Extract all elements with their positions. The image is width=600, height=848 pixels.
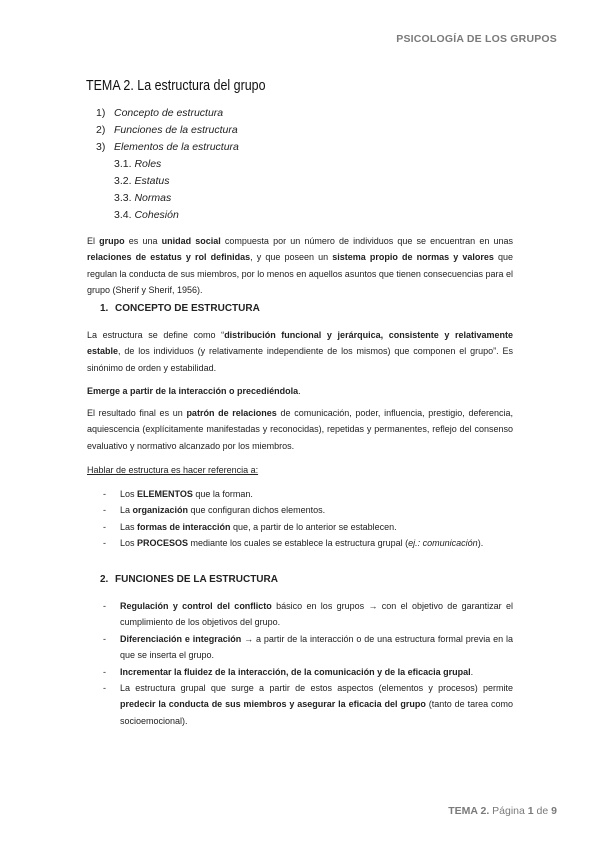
list-item: - Diferenciación e integración → a partir de la interacción o de una estructura formal previa en la que se inserta el grupo. [103,633,513,661]
functions-list [103,598,513,729]
emerge-paragraph: Emerge a partir de la interacción o precediéndola. [87,386,301,396]
toc-item: 2) Funciones de la estructura [96,124,238,136]
running-header: PSICOLOGÍA DE LOS GRUPOS [396,33,557,45]
section-heading: 2. FUNCIONES DE LA ESTRUCTURA [100,574,278,585]
reference-heading: Hablar de estructura es hacer referencia a: [87,465,259,475]
toc-subitem: 3.3. Normas [114,192,172,204]
definition-paragraph: La estructura se define como “distribución funcional y jerárquica, consistente y relativamente estable, de los individuos (y relativamente independiente de los mismos) que componen el grupo”. Es sinónimo de orden y estabilidad. [87,330,513,373]
list-item: - Las formas de interacción que, a partir de lo anterior se establecen. [103,521,397,532]
page-footer: TEMA 2. Página 1 de 9 [448,805,557,817]
list-item: - La estructura grupal que surge a partir de estos aspectos (elementos y procesos) permite predecir la conducta de sus miembros y asegurar la eficacia del grupo (tanto de tarea como socioemocional). [103,683,513,726]
result-paragraph: El resultado final es un patrón de relaciones de comunicación, poder, influencia, prestigio, deferencia, aquiescencia (explícitamente manifestadas y reconocidas), repetidas y permanentes, reflejo del consenso evaluativo y normativo alcanzado por los miembros. [87,408,514,451]
toc-subitem: 3.1. Roles [114,158,162,170]
list-item: - Los ELEMENTOS que la forman. [103,489,253,499]
list-item: - Regulación y control del conflicto básico en los grupos → con el objetivo de garantizar el cumplimiento de los objetivos del grupo. [103,601,513,628]
list-item: - Incrementar la fluidez de la interacción, de la comunicación y de la eficacia grupal. [103,666,474,677]
list-item: - La organización que configuran dichos elementos. [103,505,326,516]
toc-subitem: 3.2. Estatus [114,175,170,187]
elements-list [103,486,513,552]
intro-paragraph: El grupo es una unidad social compuesta por un número de individuos que se encuentran en unas relaciones de estatus y rol definidas, y que poseen un sistema propio de normas y valores que regulan la conducta de sus miembros, por lo menos en aquellos asuntos que tienen consecuencias para el grupo (Sherif y Sherif, 1956). [87,236,514,296]
page-title: TEMA 2. La estructura del grupo [86,78,266,94]
table-of-contents [96,105,239,224]
toc-subitem: 3.4. Cohesión [114,209,179,221]
list-item: - Los PROCESOS mediante los cuales se establece la estructura grupal (ej.: comunicación). [103,538,484,549]
section-heading: 1. CONCEPTO DE ESTRUCTURA [100,303,260,314]
toc-item: 3) Elementos de la estructura [96,141,239,153]
toc-item: 1) Concepto de estructura [96,107,224,119]
